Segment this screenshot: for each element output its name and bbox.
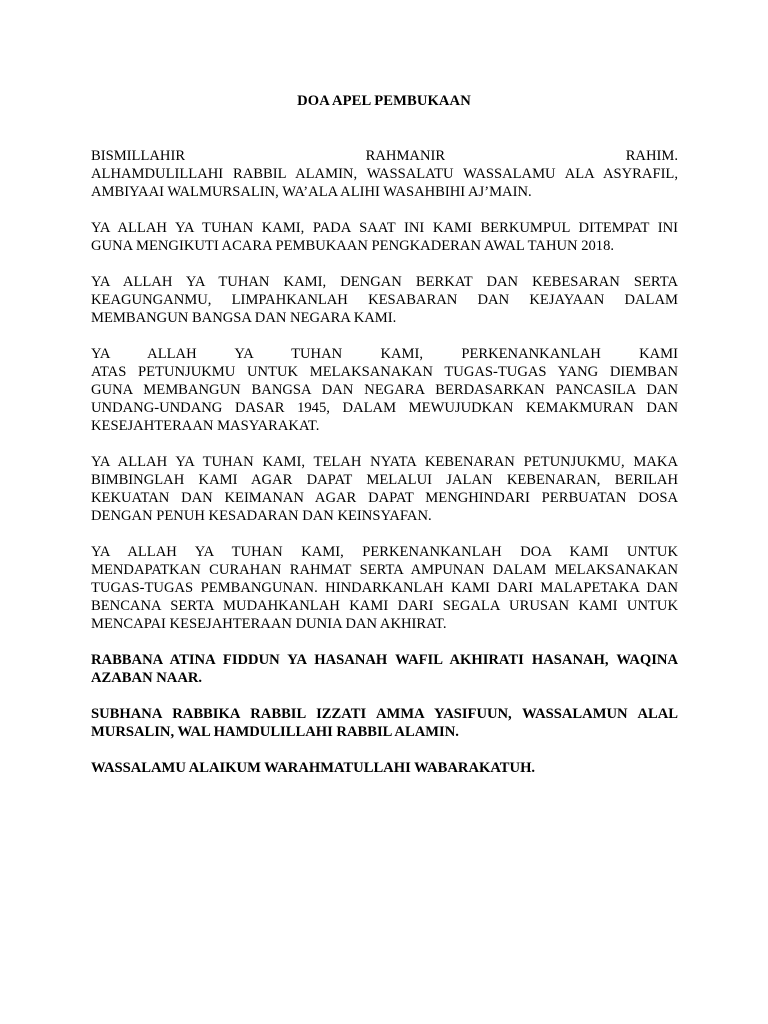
paragraph-line: GUNA MENGIKUTI ACARA PEMBUKAAN PENGKADERAN AWAL TAHUN 2018. — [91, 238, 615, 254]
paragraph-line: MURSALIN, WAL HAMDULILLAHI RABBIL ALAMIN. — [91, 724, 459, 740]
paragraph-line: BENCANA SERTA MUDAHKANLAH KAMI DARI SEGALA URUSAN KAMI UNTUK — [91, 598, 678, 614]
paragraph-line: SUBHANA RABBIKA RABBIL IZZATI AMMA YASIFUUN, WASSALAMUN ALAL — [91, 706, 678, 722]
paragraph-line: KEKUATAN DAN KEIMANAN AGAR DAPAT MENGHINDARI PERBUATAN DOSA — [91, 490, 678, 506]
paragraph-line: RABBANA ATINA FIDDUN YA HASANAH WAFIL AKHIRATI HASANAH, WAQINA — [91, 652, 678, 668]
paragraph — [91, 345, 678, 435]
paragraph-line: YA ALLAH YA TUHAN KAMI, TELAH NYATA KEBENARAN PETUNJUKMU, MAKA — [91, 454, 678, 470]
paragraph — [91, 147, 678, 201]
paragraph-line: UNDANG-UNDANG DASAR 1945, DALAM MEWUJUDKAN KEMAKMURAN DAN — [91, 400, 678, 416]
paragraph — [91, 651, 678, 687]
paragraph-line: KESEJAHTERAAN MASYARAKAT. — [91, 418, 320, 434]
paragraph-line: WASSALAMU ALAIKUM WARAHMATULLAHI WABARAKATUH. — [91, 760, 536, 776]
document-body — [91, 147, 678, 795]
paragraph — [91, 759, 678, 777]
paragraph-line: YA ALLAH YA TUHAN KAMI, PADA SAAT INI KAMI BERKUMPUL DITEMPAT INI — [91, 220, 678, 236]
paragraph-line: ATAS PETUNJUKMU UNTUK MELAKSANAKAN TUGAS-TUGAS YANG DIEMBAN — [91, 364, 678, 380]
paragraph-line: DENGAN PENUH KESADARAN DAN KEINSYAFAN. — [91, 508, 432, 524]
paragraph-line: AZABAN NAAR. — [91, 670, 203, 686]
document-title: DOA APEL PEMBUKAAN — [297, 93, 471, 109]
paragraph — [91, 273, 678, 327]
paragraph — [91, 705, 678, 741]
paragraph-line: AMBIYAAI WALMURSALIN, WA’ALA ALIHI WASAHBIHI AJ’MAIN. — [91, 184, 532, 200]
paragraph-line: YA ALLAH YA TUHAN KAMI, PERKENANKANLAH DOA KAMI UNTUK — [91, 544, 678, 560]
paragraph-line: YA ALLAH YA TUHAN KAMI, DENGAN BERKAT DAN KEBESARAN SERTA — [91, 274, 678, 290]
paragraph-line: BISMILLAHIR RAHMANIR RAHIM. — [91, 148, 678, 164]
paragraph — [91, 453, 678, 525]
paragraph-line: MEMBANGUN BANGSA DAN NEGARA KAMI. — [91, 310, 397, 326]
paragraph-line: GUNA MEMBANGUN BANGSA DAN NEGARA BERDASARKAN PANCASILA DAN — [91, 382, 678, 398]
paragraph-line: KEAGUNGANMU, LIMPAHKANLAH KESABARAN DAN KEJAYAAN DALAM — [91, 292, 678, 308]
paragraph-line: ALHAMDULILLAHI RABBIL ALAMIN, WASSALATU WASSALAMU ALA ASYRAFIL, — [91, 166, 678, 182]
paragraph-line: YA ALLAH YA TUHAN KAMI, PERKENANKANLAH KAMI — [91, 346, 678, 362]
paragraph-line: BIMBINGLAH KAMI AGAR DAPAT MELALUI JALAN KEBENARAN, BERILAH — [91, 472, 678, 488]
paragraph — [91, 219, 678, 255]
paragraph-line: MENDAPATKAN CURAHAN RAHMAT SERTA AMPUNAN DALAM MELAKSANAKAN — [91, 562, 678, 578]
paragraph-line: MENCAPAI KESEJAHTERAAN DUNIA DAN AKHIRAT. — [91, 616, 447, 632]
paragraph — [91, 543, 678, 633]
paragraph-line: TUGAS-TUGAS PEMBANGUNAN. HINDARKANLAH KAMI DARI MALAPETAKA DAN — [91, 580, 678, 596]
